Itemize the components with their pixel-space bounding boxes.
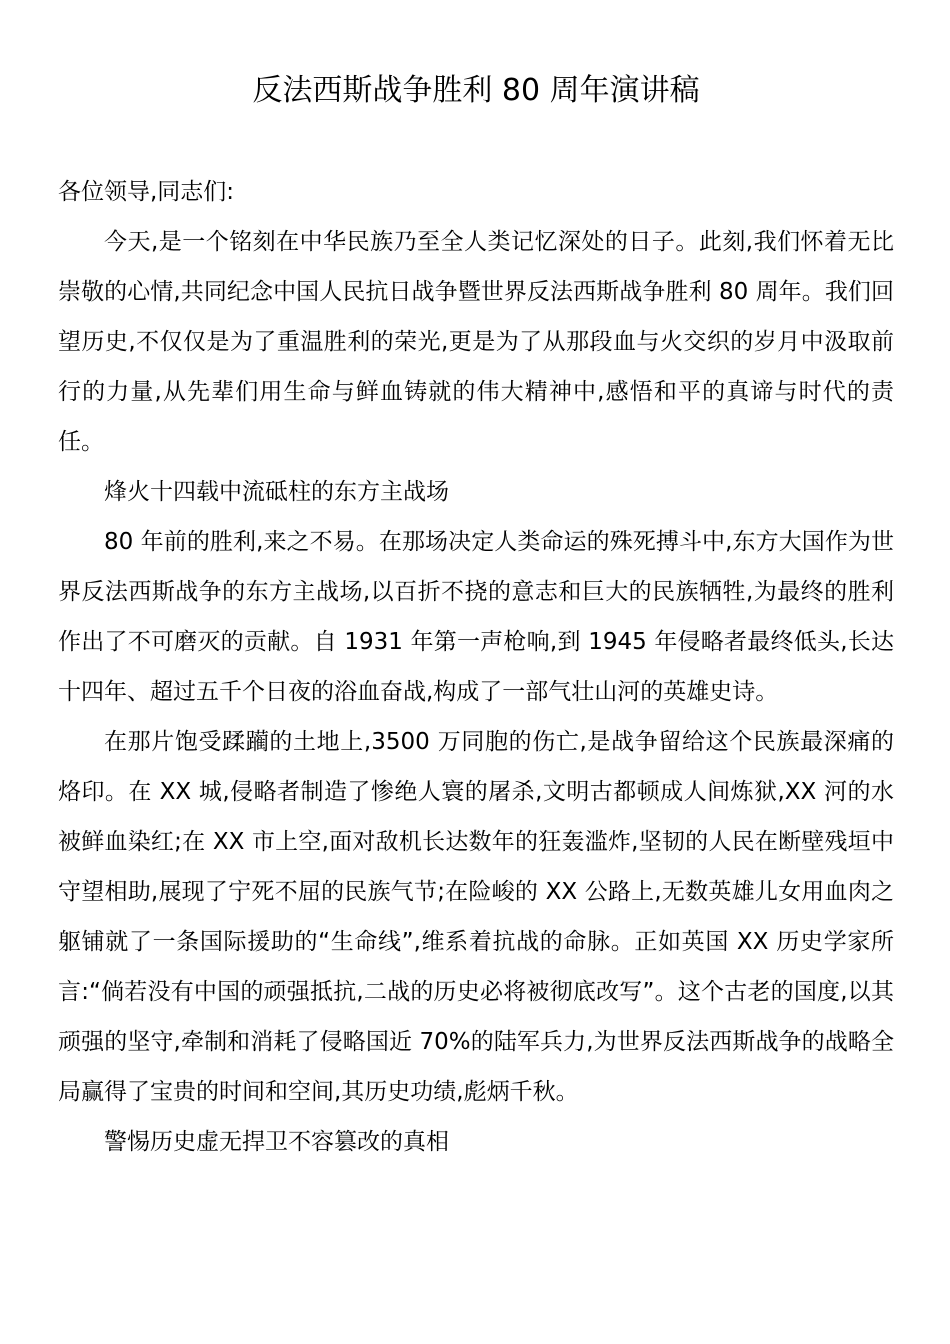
section-heading-eastern-battlefield: 烽火十四载中流砥柱的东方主战场 — [104, 479, 449, 505]
salutation: 各位领导,同志们: — [58, 179, 235, 205]
section-heading-historical-truth: 警惕历史虚无捍卫不容篡改的真相 — [104, 1129, 449, 1155]
document-title: 反法西斯战争胜利 80 周年演讲稿 — [252, 73, 700, 108]
paragraph-sacrifice: 在那片饱受蹂躏的土地上,3500 万同胞的伤亡,是战争留给这个民族最深痛的烙印。在 XX 城,侵略者制造了惨绝人寰的屠杀,文明古都顿成人间炼狱,XX 河的水被鲜血染红;在 XX 市上空,面对敌机长达数年的狂轰滥炸,坚韧的人民在断壁残垣中守望相助,展现了宁死不屈的民族气节;在险峻的 XX 公路上,无数英雄儿女用血肉之躯铺就了一条国际援助的“生命线”,维系着抗战的命脉。正如英国 XX 历史学家所言:“倘若没有中国的顽强抵抗,二战的历史必将被彻底改写”。这个古老的国度,以其顽强的坚守,牵制和消耗了侵略国近 70%的陆军兵力,为世界反法西斯战争的战略全局赢得了宝贵的时间和空间,其历史功绩,彪炳千秋。 — [58, 729, 894, 1105]
document-body — [58, 167, 894, 1167]
paragraph-victory: 80 年前的胜利,来之不易。在那场决定人类命运的殊死搏斗中,东方大国作为世界反法西斯战争的东方主战场,以百折不挠的意志和巨大的民族牺牲,为最终的胜利作出了不可磨灭的贡献。自 1931 年第一声枪响,到 1945 年侵略者最终低头,长达十四年、超过五千个日夜的浴血奋战,构成了一部气壮山河的英雄史诗。 — [58, 529, 894, 705]
paragraph-intro: 今天,是一个铭刻在中华民族乃至全人类记忆深处的日子。此刻,我们怀着无比崇敬的心情,共同纪念中国人民抗日战争暨世界反法西斯战争胜利 80 周年。我们回望历史,不仅仅是为了重温胜利的荣光,更是为了从那段血与火交织的岁月中汲取前行的力量,从先辈们用生命与鲜血铸就的伟大精神中,感悟和平的真谛与时代的责任。 — [58, 229, 894, 455]
